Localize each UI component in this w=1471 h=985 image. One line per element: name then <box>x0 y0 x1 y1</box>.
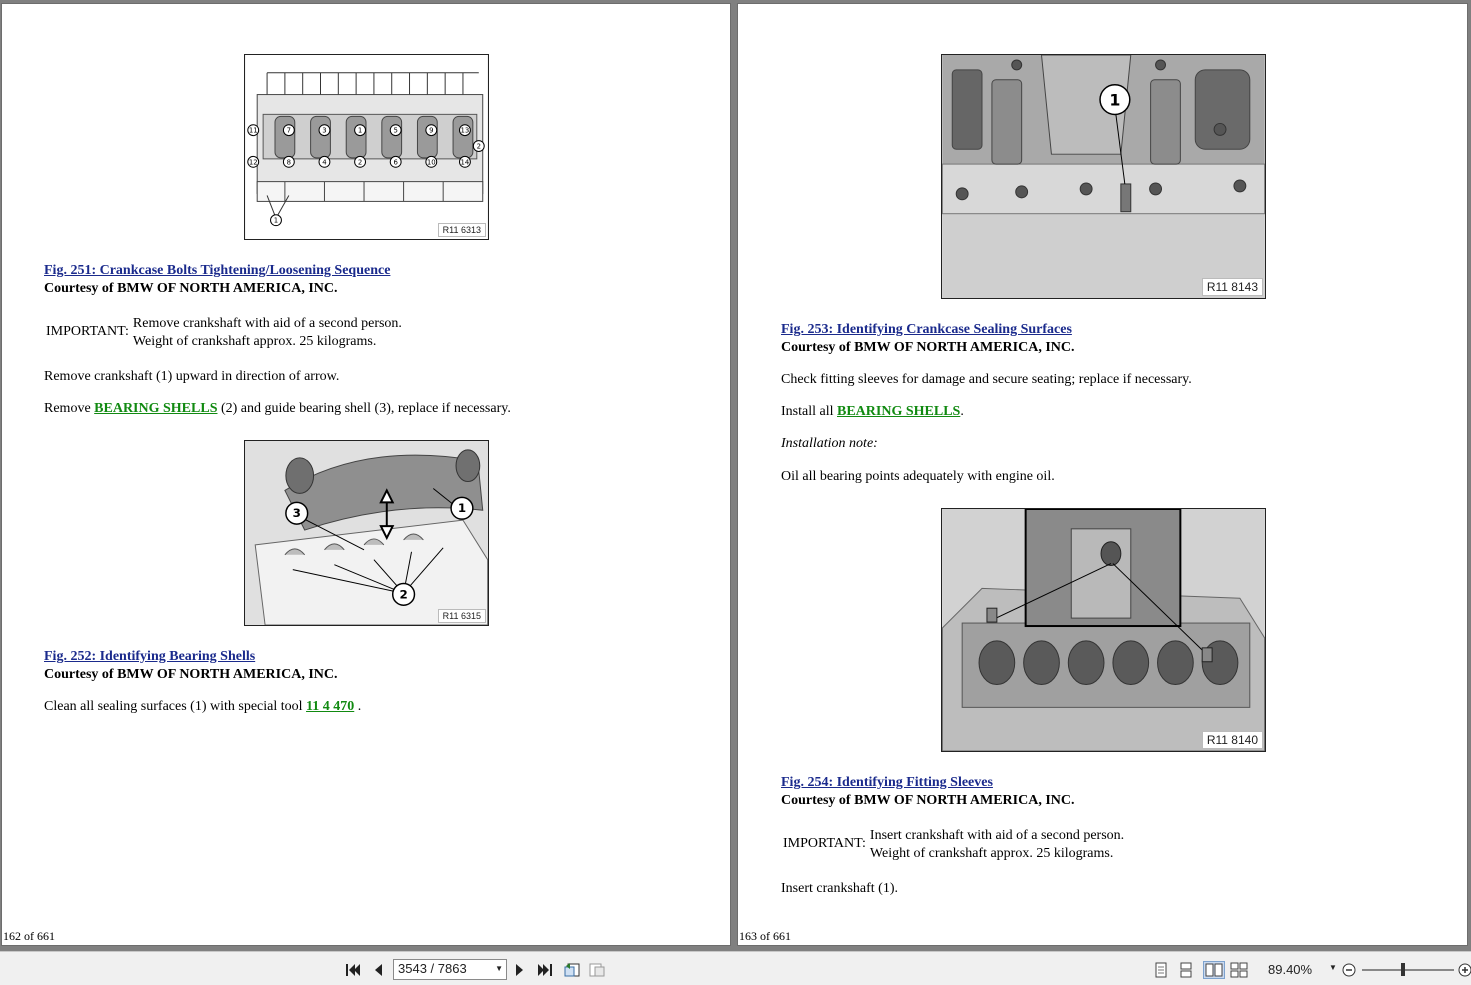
bearing-shells-link[interactable]: BEARING SHELLS <box>94 401 218 416</box>
prev-page-icon[interactable] <box>369 961 387 979</box>
callout-8: 8 <box>286 158 292 167</box>
figure-bearing-shells <box>244 440 489 626</box>
page-number: 162 of 661 <box>3 929 55 943</box>
callout-2: 2 <box>399 587 408 602</box>
callout-4: 4 <box>322 158 327 167</box>
chevron-down-icon[interactable]: ▼ <box>1329 963 1337 972</box>
next-view-icon[interactable] <box>588 961 606 979</box>
paragraph-text: Clean all sealing surfaces (1) with special tool <box>44 699 303 714</box>
important-note <box>46 315 402 351</box>
last-page-icon[interactable] <box>536 961 554 979</box>
important-label: IMPORTANT: <box>46 324 129 339</box>
callout-3: 3 <box>292 506 301 521</box>
figure-crankcase-bolts <box>244 54 489 240</box>
document-page-left <box>1 3 731 946</box>
zoom-slider-track[interactable] <box>1362 969 1454 971</box>
callout-2-bottom: 2 <box>357 158 363 167</box>
important-label: IMPORTANT: <box>783 836 866 851</box>
zoom-out-icon[interactable] <box>1340 961 1358 979</box>
fig252-caption-link[interactable]: Fig. 252: Identifying Bearing Shells <box>44 649 256 664</box>
fitting-sleeves-photo <box>942 509 1265 751</box>
fig251-courtesy: Courtesy of BMW OF NORTH AMERICA, INC. <box>44 281 338 296</box>
callout-9: 9 <box>429 126 434 135</box>
installation-note-heading <box>781 436 878 452</box>
important-note <box>783 827 1124 863</box>
special-tool-link[interactable]: 11 4 470 <box>306 699 355 714</box>
figure-code: R11 6313 <box>438 223 486 237</box>
navigation-toolbar <box>0 951 1471 985</box>
fig254-courtesy: Courtesy of BMW OF NORTH AMERICA, INC. <box>781 793 1075 808</box>
callout-6: 6 <box>393 158 398 167</box>
paragraph-remove-bearing-shells <box>44 401 511 417</box>
bearing-shells-link[interactable]: BEARING SHELLS <box>837 404 961 419</box>
zoom-slider-handle[interactable] <box>1401 963 1405 976</box>
callout-3: 3 <box>322 126 327 135</box>
callout-1: 1 <box>357 126 363 135</box>
previous-view-icon[interactable] <box>563 961 581 979</box>
callout-12: 12 <box>248 158 258 167</box>
callout-13: 13 <box>460 126 470 135</box>
next-page-icon[interactable] <box>511 961 529 979</box>
zoom-in-icon[interactable] <box>1456 961 1471 979</box>
important-line-1: Insert crankshaft with aid of a second person. <box>869 828 1125 843</box>
callout-1: 1 <box>457 501 467 516</box>
paragraph-oil-bearings: Oil all bearing points adequately with engine oil. <box>781 469 1055 484</box>
paragraph-clean-sealing <box>44 699 361 715</box>
facing-icon[interactable] <box>1203 961 1225 979</box>
figure-code: R11 6315 <box>438 609 486 623</box>
fig251-caption-link[interactable]: Fig. 251: Crankcase Bolts Tightening/Loosening Sequence <box>44 263 391 278</box>
fig253-caption-link[interactable]: Fig. 253: Identifying Crankcase Sealing Surfaces <box>781 322 1072 337</box>
paragraph-insert-crankshaft: Insert crankshaft (1). <box>781 881 899 896</box>
paragraph-install-bearing-shells <box>781 404 964 420</box>
continuous-facing-icon[interactable] <box>1230 961 1248 979</box>
paragraph-text: . <box>357 699 362 714</box>
zoom-level[interactable]: 89.40% <box>1268 962 1313 977</box>
callout-1-bottom: 1 <box>273 216 279 225</box>
page-number-value: 3543 / 7863 <box>398 961 467 976</box>
paragraph-text: . <box>960 404 964 419</box>
page-number: 163 of 661 <box>739 929 791 943</box>
callout-7: 7 <box>286 126 292 135</box>
callout-2-right: 2 <box>476 142 481 151</box>
paragraph-text: Install all <box>781 404 834 419</box>
installation-note-text: Installation note: <box>781 436 878 451</box>
important-line-1: Remove crankshaft with aid of a second person. <box>132 316 402 331</box>
bearing-shells-illustration <box>245 441 488 625</box>
callout-11: 11 <box>248 126 258 135</box>
first-page-icon[interactable] <box>344 961 362 979</box>
callout-10: 10 <box>426 158 436 167</box>
important-line-2: Weight of crankshaft approx. 25 kilograms. <box>869 846 1114 861</box>
paragraph-check-sleeves: Check fitting sleeves for damage and secure seating; replace if necessary. <box>781 372 1192 387</box>
document-page-right <box>737 3 1468 946</box>
important-line-2: Weight of crankshaft approx. 25 kilograms. <box>132 334 377 349</box>
page-number-field[interactable] <box>393 959 507 980</box>
callout-14: 14 <box>460 158 470 167</box>
single-page-icon[interactable] <box>1152 961 1170 979</box>
continuous-icon[interactable] <box>1177 961 1195 979</box>
crankcase-bolts-illustration <box>245 55 488 239</box>
chevron-down-icon[interactable]: ▼ <box>495 964 503 973</box>
crankcase-sealing-photo <box>942 55 1265 298</box>
fig254-caption-link[interactable]: Fig. 254: Identifying Fitting Sleeves <box>781 775 993 790</box>
paragraph-text: (2) and guide bearing shell (3), replace if necessary. <box>220 401 511 416</box>
callout-5: 5 <box>393 126 398 135</box>
figure-code: R11 8140 <box>1202 731 1263 749</box>
callout-1: 1 <box>1109 90 1121 110</box>
fig253-courtesy: Courtesy of BMW OF NORTH AMERICA, INC. <box>781 340 1075 355</box>
figure-fitting-sleeves <box>941 508 1266 752</box>
paragraph-remove-crankshaft: Remove crankshaft (1) upward in direction of arrow. <box>44 369 340 384</box>
figure-crankcase-sealing <box>941 54 1266 299</box>
paragraph-text: Remove <box>44 401 91 416</box>
fig252-courtesy: Courtesy of BMW OF NORTH AMERICA, INC. <box>44 667 338 682</box>
figure-code: R11 8143 <box>1202 278 1263 296</box>
